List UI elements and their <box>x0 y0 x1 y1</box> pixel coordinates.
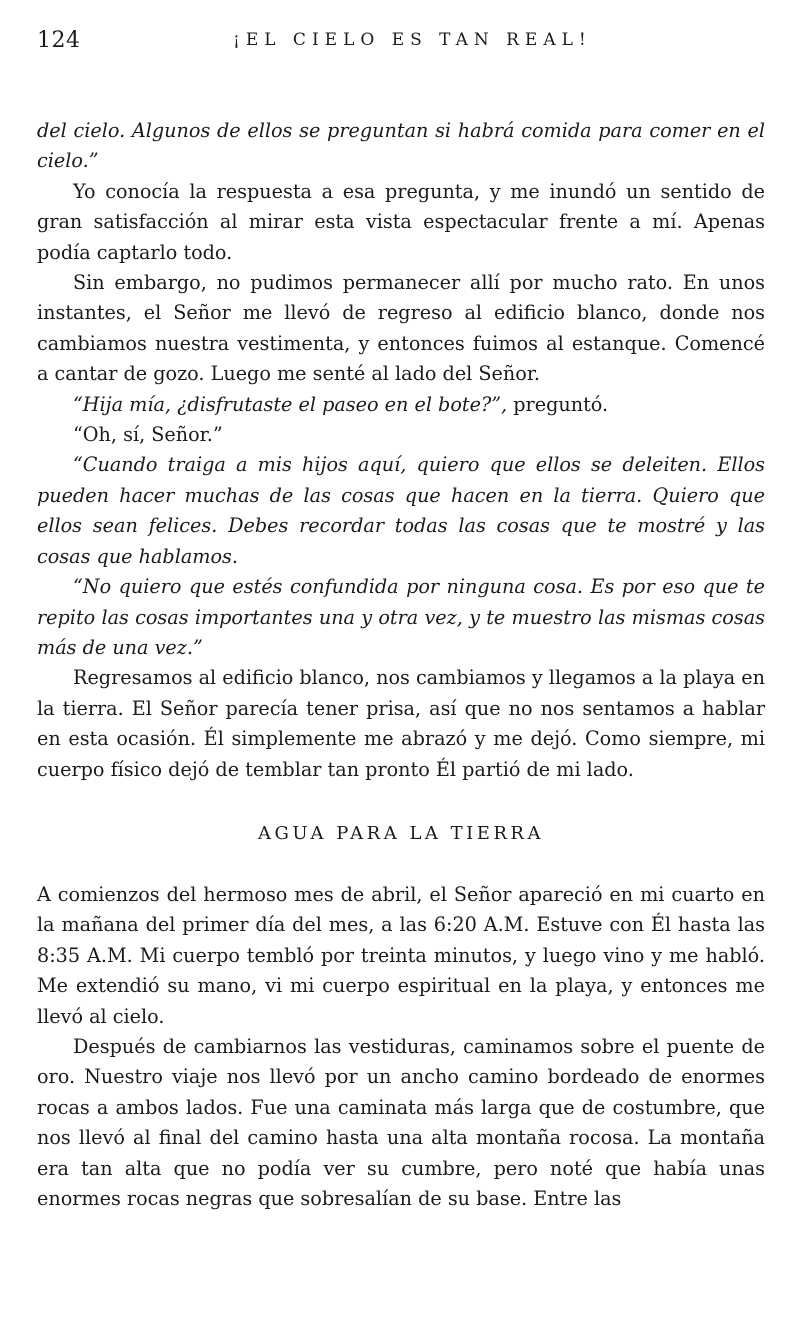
paragraph: “No quiero que estés confundida por ninguna cosa. Es por eso que te repito las cosas importantes una y otra vez, y te muestro las mismas cosas más de una vez.” <box>37 575 765 659</box>
paragraph: del cielo. Algunos de ellos se preguntan si habrá comida para comer en el cielo.” <box>37 119 765 173</box>
paragraph: A comienzos del hermoso mes de abril, el Señor apareció en mi cuarto en la mañana del primer día del mes, a las 6:20 A.M. Estuve con Él hasta las 8:35 A.M. Mi cuerpo tembló por treinta minutos, y luego vino y me habló. Me extendió su mano, vi mi cuerpo espiritual en la playa, y entonces me llevó al cielo. <box>37 882 765 1028</box>
speech-tag: preguntó. <box>507 392 609 416</box>
paragraph: “Oh, sí, Señor.” <box>73 423 223 447</box>
book-page <box>37 28 765 1214</box>
body-text-bottom <box>37 880 765 1214</box>
quoted-speech: “Hija mía, ¿disfrutaste el paseo en el bote?”, <box>73 392 508 416</box>
page-number: 124 <box>37 28 81 53</box>
paragraph: Sin embargo, no pudimos permanecer allí por mucho rato. En unos instantes, el Señor me llevó de regreso al edificio blanco, donde nos cambiamos nuestra vestimenta, y entonces fuimos al estanque. Comencé a cantar de gozo. Luego me senté al lado del Señor. <box>37 271 765 386</box>
body-text-top <box>37 116 765 785</box>
section-heading: AGUA PARA LA TIERRA <box>258 822 544 844</box>
paragraph: Después de cambiarnos las vestiduras, caminamos sobre el puente de oro. Nuestro viaje nos llevó por un ancho camino bordeado de enormes rocas a ambos lados. Fue una caminata más larga que de costumbre, que nos llevó al final del camino hasta una alta montaña rocosa. La montaña era tan alta que no podía ver su cumbre, pero noté que había unas enormes rocas negras que sobresalían de su base. Entre las <box>37 1034 765 1210</box>
paragraph: Yo conocía la respuesta a esa pregunta, y me inundó un sentido de gran satisfacción al mirar esta vista espectacular frente a mí. Apenas podía captarlo todo. <box>37 179 765 264</box>
paragraph: “Cuando traiga a mis hijos aquí, quiero que ellos se deleiten. Ellos pueden hacer muchas de las cosas que hacen en la tierra. Quiero que ellos sean felices. Debes recordar todas las cosas que te mostré y las cosas que hablamos. <box>37 453 765 568</box>
paragraph: Regresamos al edificio blanco, nos cambiamos y llegamos a la playa en la tierra. El Señor parecía tener prisa, así que no nos sentamos a hablar en esta ocasión. Él simplemente me abrazó y me dejó. Como siempre, mi cuerpo físico dejó de temblar tan pronto Él partió de mi lado. <box>37 666 766 781</box>
paragraph <box>37 390 765 420</box>
page-header <box>37 28 765 60</box>
running-title: ¡EL CIELO ES TAN REAL! <box>233 30 592 50</box>
